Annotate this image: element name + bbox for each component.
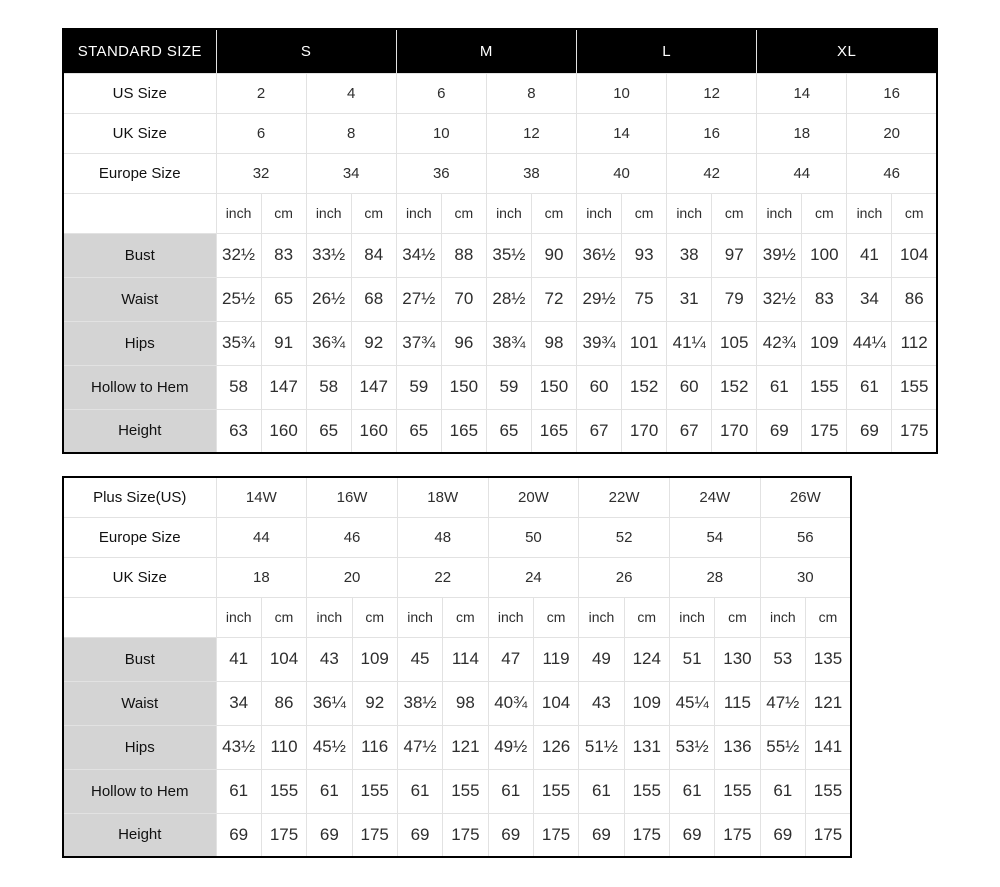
value-cell: 155 [624,769,669,813]
value-cell: 60 [667,365,712,409]
value-cell: 147 [261,365,306,409]
value-cell: 83 [261,233,306,277]
value-cell: 67 [577,409,622,453]
value-cell: 38 [667,233,712,277]
value-cell: 27½ [396,277,441,321]
value-cell: 155 [715,769,760,813]
value-cell: 49½ [488,725,533,769]
inch-unit-label: inch [667,193,712,233]
row-label: Plus Size(US) [63,477,216,517]
size-cell: 22W [579,477,670,517]
value-cell: 36¼ [307,681,352,725]
value-cell: 69 [757,409,802,453]
value-cell: 61 [757,365,802,409]
size-cell: 26 [579,557,670,597]
cm-unit-label: cm [261,193,306,233]
size-cell: 48 [397,517,488,557]
value-cell: 67 [667,409,712,453]
value-cell: 114 [443,637,488,681]
size-cell: 16W [307,477,398,517]
row-label: Hollow to Hem [63,769,216,813]
inch-unit-label: inch [577,193,622,233]
size-group-s: S [216,29,396,73]
value-cell: 43½ [216,725,261,769]
value-cell: 69 [669,813,714,857]
value-cell: 155 [802,365,847,409]
value-cell: 175 [624,813,669,857]
value-cell: 43 [307,637,352,681]
value-cell: 72 [531,277,576,321]
size-cell: 6 [216,113,306,153]
value-cell: 69 [760,813,805,857]
value-cell: 61 [307,769,352,813]
size-cell: 8 [486,73,576,113]
size-cell: 26W [760,477,851,517]
size-cell: 28 [669,557,760,597]
value-cell: 112 [892,321,937,365]
size-cell: 52 [579,517,670,557]
value-cell: 40¾ [488,681,533,725]
value-cell: 68 [351,277,396,321]
row-label: UK Size [63,113,216,153]
value-cell: 93 [622,233,667,277]
value-cell: 58 [306,365,351,409]
value-cell: 41¼ [667,321,712,365]
size-cell: 32 [216,153,306,193]
value-cell: 109 [624,681,669,725]
row-label: UK Size [63,557,216,597]
value-cell: 121 [443,725,488,769]
size-cell: 40 [577,153,667,193]
value-cell: 155 [352,769,397,813]
value-cell: 175 [443,813,488,857]
value-cell: 34½ [396,233,441,277]
value-cell: 86 [892,277,937,321]
value-cell: 84 [351,233,396,277]
value-cell: 61 [847,365,892,409]
value-cell: 43 [579,681,624,725]
value-cell: 36¾ [306,321,351,365]
value-cell: 110 [261,725,306,769]
value-cell: 170 [622,409,667,453]
size-group-l: L [577,29,757,73]
value-cell: 55½ [760,725,805,769]
value-cell: 126 [533,725,578,769]
value-cell: 121 [805,681,851,725]
inch-unit-label: inch [216,193,261,233]
value-cell: 86 [261,681,306,725]
value-cell: 98 [443,681,488,725]
plus-size-table [62,476,852,858]
inch-unit-label: inch [579,597,624,637]
size-cell: 10 [396,113,486,153]
value-cell: 61 [579,769,624,813]
value-cell: 155 [261,769,306,813]
cm-unit-label: cm [352,597,397,637]
value-cell: 175 [802,409,847,453]
value-cell: 92 [352,681,397,725]
value-cell: 124 [624,637,669,681]
value-cell: 175 [715,813,760,857]
size-cell: 54 [669,517,760,557]
cm-unit-label: cm [715,597,760,637]
cm-unit-label: cm [531,193,576,233]
unit-row-spacer [63,193,216,233]
size-cell: 30 [760,557,851,597]
inch-unit-label: inch [396,193,441,233]
value-cell: 37¾ [396,321,441,365]
value-cell: 155 [533,769,578,813]
size-cell: 24 [488,557,579,597]
size-cell: 34 [306,153,396,193]
cm-unit-label: cm [443,597,488,637]
value-cell: 160 [351,409,396,453]
value-cell: 141 [805,725,851,769]
row-label: Bust [63,233,216,277]
value-cell: 65 [261,277,306,321]
size-group-xl: XL [757,29,937,73]
value-cell: 65 [396,409,441,453]
size-cell: 50 [488,517,579,557]
value-cell: 131 [624,725,669,769]
size-cell: 14 [757,73,847,113]
inch-unit-label: inch [760,597,805,637]
cm-unit-label: cm [351,193,396,233]
value-cell: 61 [669,769,714,813]
size-cell: 2 [216,73,306,113]
value-cell: 155 [892,365,937,409]
value-cell: 44¼ [847,321,892,365]
value-cell: 92 [351,321,396,365]
inch-unit-label: inch [307,597,352,637]
size-cell: 44 [757,153,847,193]
value-cell: 83 [802,277,847,321]
value-cell: 150 [441,365,486,409]
value-cell: 100 [802,233,847,277]
value-cell: 150 [531,365,576,409]
value-cell: 51½ [579,725,624,769]
row-label: Hips [63,321,216,365]
row-label: Hollow to Hem [63,365,216,409]
value-cell: 38¾ [486,321,531,365]
value-cell: 104 [261,637,306,681]
standard-size-table [62,28,938,454]
size-cell: 6 [396,73,486,113]
cm-unit-label: cm [261,597,306,637]
value-cell: 104 [892,233,937,277]
value-cell: 33½ [306,233,351,277]
value-cell: 155 [443,769,488,813]
size-cell: 18W [397,477,488,517]
value-cell: 34 [216,681,261,725]
row-label: Height [63,409,216,453]
value-cell: 47½ [760,681,805,725]
inch-unit-label: inch [757,193,802,233]
value-cell: 165 [531,409,576,453]
value-cell: 91 [261,321,306,365]
value-cell: 152 [622,365,667,409]
inch-unit-label: inch [486,193,531,233]
value-cell: 65 [306,409,351,453]
value-cell: 97 [712,233,757,277]
size-cell: 16 [847,73,937,113]
value-cell: 42¾ [757,321,802,365]
size-cell: 14W [216,477,307,517]
value-cell: 39½ [757,233,802,277]
size-cell: 20 [847,113,937,153]
value-cell: 47 [488,637,533,681]
size-cell: 46 [307,517,398,557]
value-cell: 136 [715,725,760,769]
value-cell: 36½ [577,233,622,277]
value-cell: 155 [805,769,851,813]
inch-unit-label: inch [669,597,714,637]
value-cell: 69 [847,409,892,453]
cm-unit-label: cm [892,193,937,233]
table-title: STANDARD SIZE [63,29,216,73]
value-cell: 98 [531,321,576,365]
value-cell: 69 [307,813,352,857]
inch-unit-label: inch [397,597,442,637]
value-cell: 65 [486,409,531,453]
value-cell: 61 [760,769,805,813]
cm-unit-label: cm [712,193,757,233]
value-cell: 165 [441,409,486,453]
value-cell: 70 [441,277,486,321]
value-cell: 32½ [216,233,261,277]
value-cell: 130 [715,637,760,681]
size-cell: 12 [667,73,757,113]
value-cell: 28½ [486,277,531,321]
value-cell: 61 [488,769,533,813]
value-cell: 75 [622,277,667,321]
row-label: Height [63,813,216,857]
value-cell: 88 [441,233,486,277]
value-cell: 35½ [486,233,531,277]
inch-unit-label: inch [847,193,892,233]
value-cell: 175 [805,813,851,857]
size-cell: 14 [577,113,667,153]
size-cell: 42 [667,153,757,193]
size-cell: 38 [486,153,576,193]
value-cell: 53½ [669,725,714,769]
inch-unit-label: inch [216,597,261,637]
value-cell: 160 [261,409,306,453]
value-cell: 49 [579,637,624,681]
value-cell: 175 [533,813,578,857]
value-cell: 96 [441,321,486,365]
value-cell: 115 [715,681,760,725]
value-cell: 69 [397,813,442,857]
value-cell: 147 [351,365,396,409]
size-cell: 4 [306,73,396,113]
value-cell: 119 [533,637,578,681]
row-label: Waist [63,277,216,321]
cm-unit-label: cm [622,193,667,233]
value-cell: 101 [622,321,667,365]
size-cell: 36 [396,153,486,193]
inch-unit-label: inch [488,597,533,637]
value-cell: 59 [396,365,441,409]
value-cell: 38½ [397,681,442,725]
value-cell: 79 [712,277,757,321]
value-cell: 35¾ [216,321,261,365]
value-cell: 175 [261,813,306,857]
size-cell: 18 [216,557,307,597]
value-cell: 45¼ [669,681,714,725]
value-cell: 170 [712,409,757,453]
row-label: Bust [63,637,216,681]
value-cell: 60 [577,365,622,409]
value-cell: 41 [216,637,261,681]
size-cell: 20 [307,557,398,597]
value-cell: 41 [847,233,892,277]
value-cell: 109 [352,637,397,681]
value-cell: 34 [847,277,892,321]
cm-unit-label: cm [805,597,851,637]
value-cell: 45 [397,637,442,681]
size-cell: 18 [757,113,847,153]
value-cell: 105 [712,321,757,365]
value-cell: 175 [892,409,937,453]
value-cell: 59 [486,365,531,409]
size-cell: 10 [577,73,667,113]
value-cell: 116 [352,725,397,769]
value-cell: 109 [802,321,847,365]
inch-unit-label: inch [306,193,351,233]
value-cell: 51 [669,637,714,681]
size-group-m: M [396,29,576,73]
cm-unit-label: cm [802,193,847,233]
value-cell: 29½ [577,277,622,321]
value-cell: 53 [760,637,805,681]
cm-unit-label: cm [441,193,486,233]
size-cell: 22 [397,557,488,597]
value-cell: 32½ [757,277,802,321]
value-cell: 61 [216,769,261,813]
value-cell: 25½ [216,277,261,321]
size-cell: 12 [486,113,576,153]
value-cell: 69 [488,813,533,857]
value-cell: 69 [579,813,624,857]
value-cell: 47½ [397,725,442,769]
size-cell: 56 [760,517,851,557]
value-cell: 61 [397,769,442,813]
value-cell: 90 [531,233,576,277]
row-label: Europe Size [63,517,216,557]
size-cell: 24W [669,477,760,517]
value-cell: 63 [216,409,261,453]
cm-unit-label: cm [533,597,578,637]
value-cell: 31 [667,277,712,321]
unit-row-spacer [63,597,216,637]
value-cell: 26½ [306,277,351,321]
row-label: Europe Size [63,153,216,193]
row-label: Waist [63,681,216,725]
value-cell: 69 [216,813,261,857]
value-cell: 152 [712,365,757,409]
size-cell: 46 [847,153,937,193]
value-cell: 58 [216,365,261,409]
size-cell: 8 [306,113,396,153]
value-cell: 104 [533,681,578,725]
row-label: US Size [63,73,216,113]
value-cell: 45½ [307,725,352,769]
size-cell: 44 [216,517,307,557]
size-cell: 16 [667,113,757,153]
size-cell: 20W [488,477,579,517]
value-cell: 135 [805,637,851,681]
cm-unit-label: cm [624,597,669,637]
value-cell: 175 [352,813,397,857]
row-label: Hips [63,725,216,769]
value-cell: 39¾ [577,321,622,365]
